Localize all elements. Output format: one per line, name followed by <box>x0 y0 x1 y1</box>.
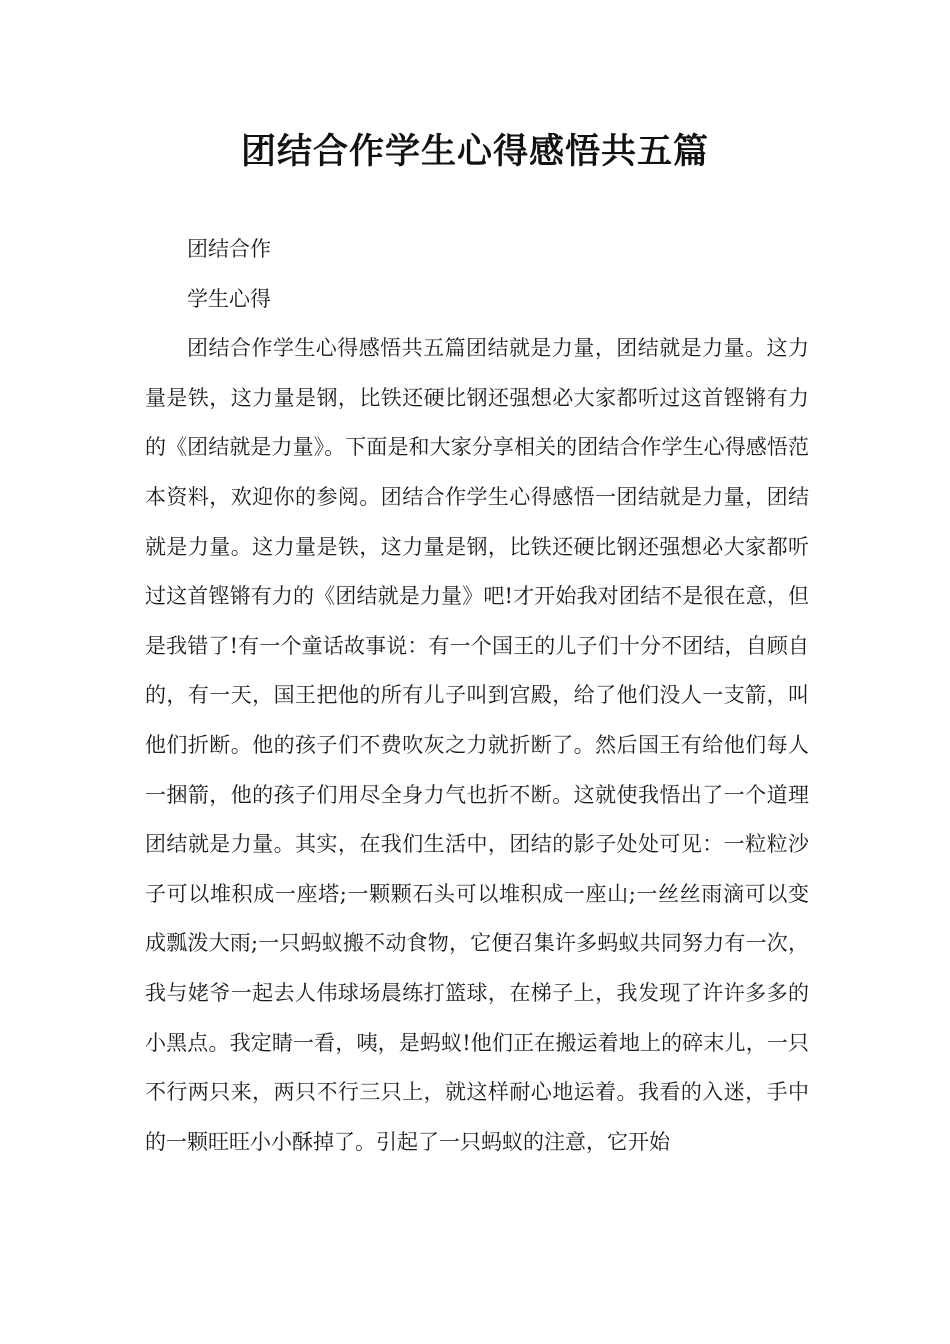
document-body <box>145 225 809 1167</box>
document-title: 团结合作学生心得感悟共五篇 <box>240 132 709 172</box>
keyword-line: 团结合作 <box>187 237 271 261</box>
body-paragraph: 团结合作学生心得感悟共五篇团结就是力量，团结就是力量。这力量是铁，这力量是钢，比铁还硬比钢还强想必大家都听过这首铿锵有力的《团结就是力量》。下面是和大家分享相关的团结合作学生心得感悟范本资料，欢迎你的参阅。团结合作学生心得感悟一团结就是力量，团结就是力量。这力量是铁，这力量是钢，比铁还硬比钢还强想必大家都听过这首铿锵有力的《团结就是力量》吧!才开始我对团结不是很在意，但是我错了!有一个童话故事说：有一个国王的儿子们十分不团结，自顾自的，有一天，国王把他的所有儿子叫到宫殿，给了他们没人一支箭，叫他们折断。他的孩子们不费吹灰之力就折断了。然后国王有给他们每人一捆箭，他的孩子们用尽全身力气也折不断。这就使我悟出了一个道理团结就是力量。其实，在我们生活中，团结的影子处处可见：一粒粒沙子可以堆积成一座塔;一颗颗石头可以堆积成一座山;一丝丝雨滴可以变成瓢泼大雨;一只蚂蚁搬不动食物，它便召集许多蚂蚁共同努力有一次，我与姥爷一起去人伟球场晨练打篮球，在梯子上，我发现了许许多多的小黑点。我定睛一看，咦，是蚂蚁!他们正在搬运着地上的碎末儿，一只不行两只来，两只不行三只上，就这样耐心地运着。我看的入迷，手中的一颗旺旺小小酥掉了。引起了一只蚂蚁的注意，它开始 <box>145 336 809 1154</box>
keyword-line: 学生心得 <box>187 286 271 311</box>
